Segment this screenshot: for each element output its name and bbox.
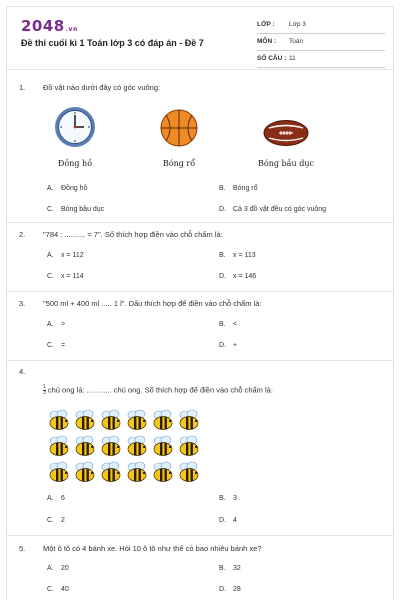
question-text: "500 ml + 400 ml ..... 1 l". Dấu thích hợp để điền vào chỗ chấm là: [43, 299, 262, 308]
question-4: 4. $\frac{1}{3}$ chú ong là: ............ chú ong. Số thích hợp để điền vào chỗ chấm là: A. 6 B. 3 C. 2 D. 4 [19, 367, 383, 537]
bee-icon [47, 461, 71, 488]
question-number: 2. [19, 230, 26, 239]
bee-icon [125, 409, 149, 436]
question-text-line [43, 385, 273, 396]
bee-icon [73, 409, 97, 436]
bee-icon [151, 435, 175, 462]
bee-icon [125, 435, 149, 462]
question-divider [7, 535, 393, 536]
meta-value: Lớp 3 [289, 21, 306, 28]
bee-icon [73, 435, 97, 462]
bee-icon [151, 409, 175, 436]
question-stem [19, 544, 383, 556]
exam-meta [257, 20, 385, 71]
bee-icon [47, 409, 71, 436]
american-football-image [263, 119, 309, 147]
question-stem [19, 299, 383, 311]
question-number: 4. [19, 367, 26, 376]
bee-icon [99, 435, 123, 462]
meta-row-subject [257, 37, 385, 51]
fraction-one-third: $\frac{1}{3}$ [43, 384, 46, 396]
meta-row-class [257, 20, 385, 34]
meta-key: MÔN : [257, 38, 277, 45]
basketball-image [160, 109, 198, 147]
question-2: 2. "784 : .......... = 7". Số thích hợp điền vào chỗ chấm là: A. x = 112 B. x = 113 C. x = 114 D. x = 146 [19, 230, 383, 290]
bee-icon [177, 409, 201, 436]
question-3: 3. "500 ml + 400 ml ..... 1 l". Dấu thích hợp để điền vào chỗ chấm là: A. > B. < C. = D. + [19, 299, 383, 359]
bee-icon [47, 435, 71, 462]
exam-page [6, 6, 394, 600]
bee-icon [73, 461, 97, 488]
question-stem [19, 367, 383, 379]
meta-key: LỚP : [257, 21, 275, 28]
question-text: "784 : .......... = 7". Số thích hợp điền vào chỗ chấm là: [43, 230, 223, 239]
clock-image [53, 105, 97, 149]
bee-icon [125, 461, 149, 488]
header-divider [7, 69, 393, 70]
question-divider [7, 222, 393, 223]
question-number: 1. [19, 83, 26, 92]
bee-grid [47, 409, 207, 489]
meta-row-count [257, 54, 385, 68]
site-logo[interactable]: 2048.vn [21, 17, 78, 35]
question-number: 5. [19, 544, 26, 553]
bee-icon [177, 461, 201, 488]
meta-value: Toán [289, 38, 304, 45]
question-text: Đồ vật nào dưới đây có góc vuông: [43, 83, 161, 92]
question-text: chú ong là: ............ chú ong. Số thích hợp để điền vào chỗ chấm là: [47, 385, 273, 395]
bee-icon [99, 461, 123, 488]
question-1: 1. Đồ vật nào dưới đây có góc vuông: Đồng hồ Bóng rổ Bóng bầu dục A. Đồng hồ B. Bóng rổ C. Bóng bầu dục D. Cả 3 đồ vật đều có góc vuông [19, 83, 383, 223]
question-number: 3. [19, 299, 26, 308]
question-divider [7, 291, 393, 292]
question-divider [7, 360, 393, 361]
bee-icon [151, 461, 175, 488]
image-caption: Bóng rổ [162, 159, 196, 168]
meta-value: 11 [289, 55, 296, 62]
image-caption: Đồng hồ [57, 159, 93, 168]
question-text: Một ô tô có 4 bánh xe. Hỏi 10 ô tô như thế có bao nhiêu bánh xe? [43, 544, 262, 553]
exam-title: Đề thi cuối kì 1 Toán lớp 3 có đáp án - Đề 7 [21, 38, 204, 48]
image-caption: Bóng bầu dục [258, 159, 314, 168]
question-stem [19, 83, 383, 95]
bee-icon [99, 409, 123, 436]
bee-icon [177, 435, 201, 462]
question-5: 5. Một ô tô có 4 bánh xe. Hỏi 10 ô tô như thế có bao nhiêu bánh xe? A. 20 B. 32 C. 40 D. 28 [19, 544, 383, 604]
question-stem [19, 230, 383, 242]
meta-key: SỐ CÂU : [257, 55, 287, 62]
